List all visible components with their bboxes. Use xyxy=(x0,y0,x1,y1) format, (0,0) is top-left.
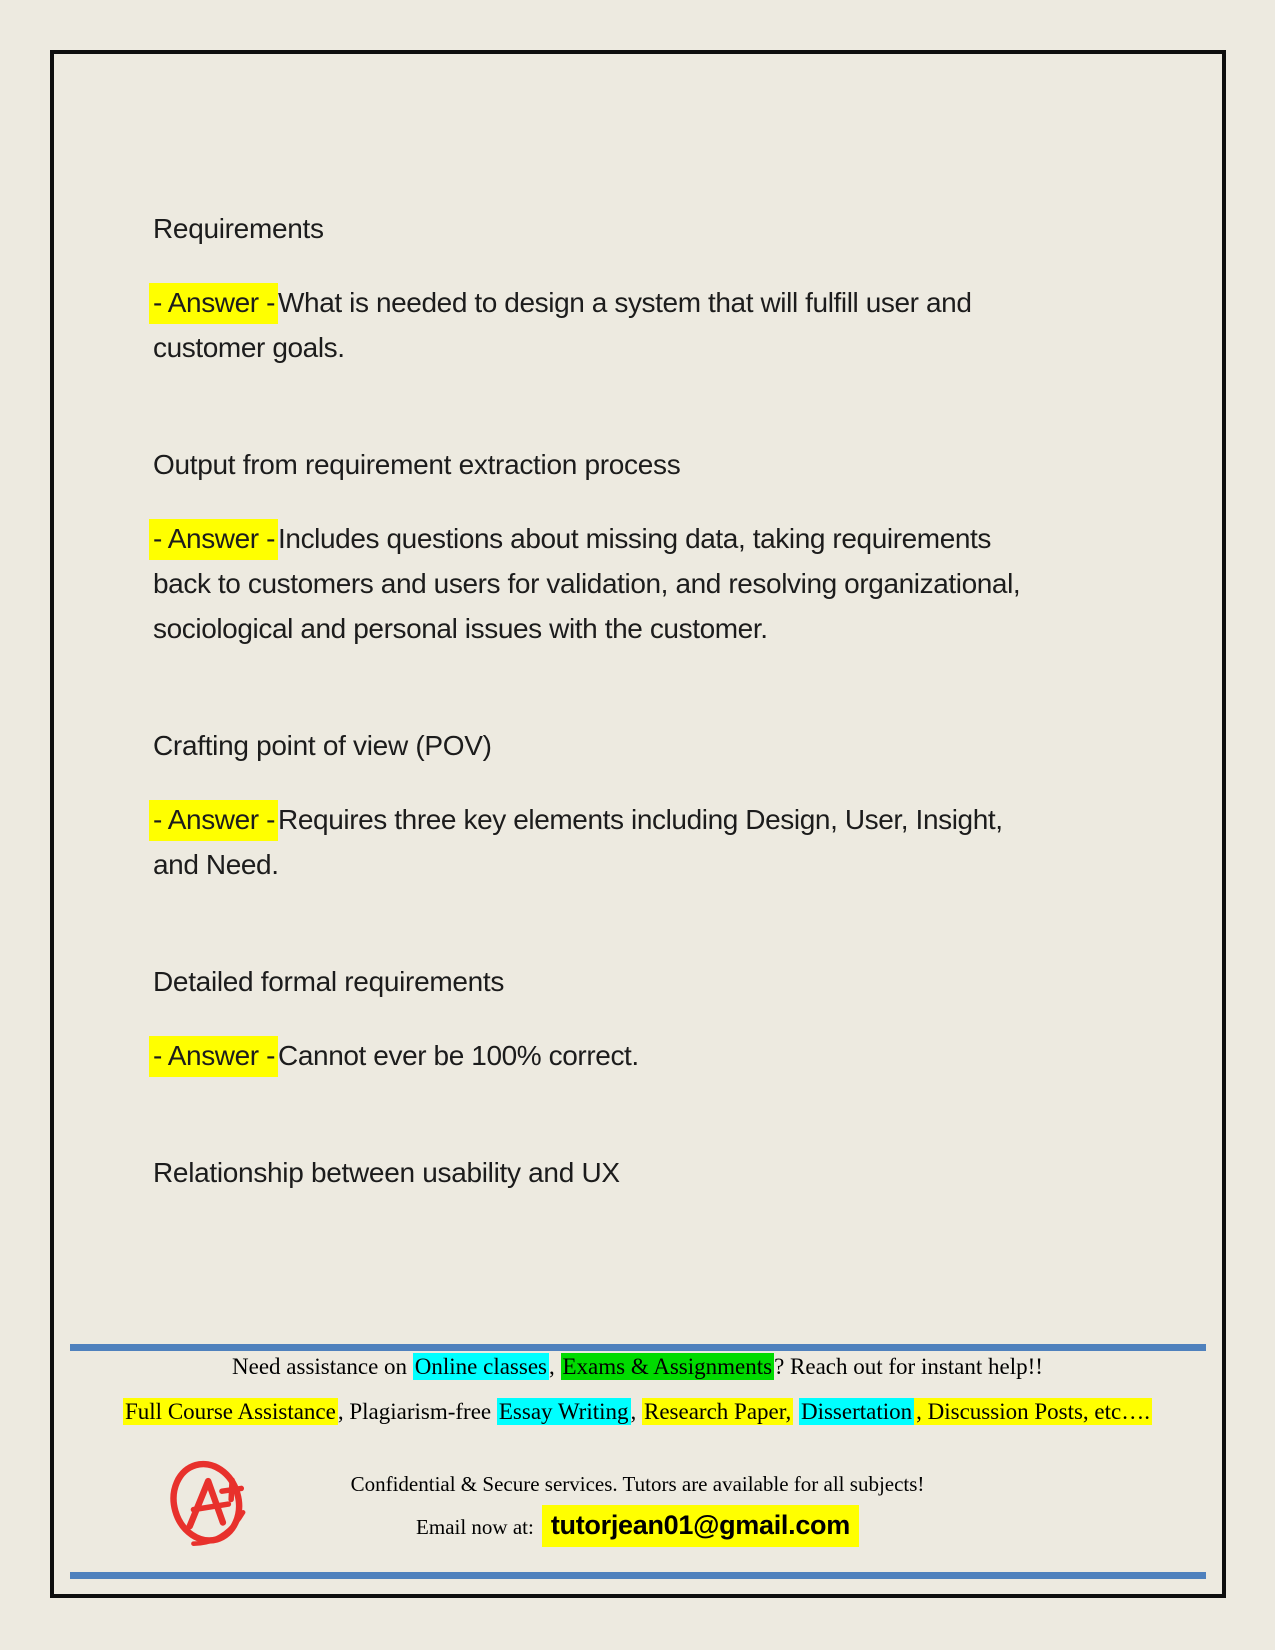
answer-line xyxy=(153,325,1182,370)
qa-answer xyxy=(153,280,1182,370)
answer-line xyxy=(153,842,1182,887)
qa-section xyxy=(153,1158,1182,1188)
footer-segment: Need assistance on xyxy=(232,1354,413,1379)
answer-label-highlight: - Answer - xyxy=(149,519,278,560)
footer-segment-cyan: Dissertation xyxy=(800,1399,913,1424)
answer-line xyxy=(153,561,1182,606)
footer-segment: , xyxy=(630,1399,642,1424)
answer-text: What is needed to design a system that will fulfill user and xyxy=(278,287,972,318)
footer-segment: ? Reach out for instant help!! xyxy=(774,1354,1043,1379)
footer-segment-cyan: Online classes xyxy=(414,1354,547,1379)
email-address: tutorjean01@gmail.com xyxy=(542,1505,859,1547)
qa-section xyxy=(153,450,1182,651)
answer-text: Cannot ever be 100% correct. xyxy=(278,1040,639,1071)
footer-help-line xyxy=(0,1354,1275,1380)
footer-segment-yellow: , Discussion Posts, etc…. xyxy=(916,1399,1150,1424)
answer-label-highlight: - Answer - xyxy=(149,1036,278,1077)
qa-question: Relationship between usability and UX xyxy=(153,1157,620,1188)
answer-line xyxy=(153,1033,1182,1078)
qa-answer xyxy=(153,1033,1182,1078)
footer-segment-yellow: Full Course Assistance xyxy=(125,1399,336,1424)
footer-segment-yellow: Research Paper, xyxy=(644,1399,792,1424)
qa-answer xyxy=(153,516,1182,651)
qa-question: Output from requirement extraction process xyxy=(153,449,681,480)
email-label: Email now at: xyxy=(416,1515,534,1539)
answer-text: customer goals. xyxy=(153,332,345,363)
qa-content xyxy=(54,54,1222,1188)
qa-question: Crafting point of view (POV) xyxy=(153,730,492,761)
footer-bottom-divider xyxy=(70,1572,1206,1579)
answer-line xyxy=(153,797,1182,842)
qa-section xyxy=(153,967,1182,1078)
answer-line xyxy=(153,280,1182,325)
answer-text: Requires three key elements including Design, User, Insight, xyxy=(278,804,1003,835)
answer-text: Includes questions about missing data, taking requirements xyxy=(278,523,992,554)
qa-question: Requirements xyxy=(153,213,324,244)
qa-section xyxy=(153,731,1182,887)
qa-question: Detailed formal requirements xyxy=(153,966,505,997)
qa-answer xyxy=(153,797,1182,887)
footer-segment-green: Exams & Assignments xyxy=(562,1354,773,1379)
answer-text: and Need. xyxy=(153,849,279,880)
footer-email-row xyxy=(0,1510,1275,1541)
footer-tagline: Confidential & Secure services. Tutors are available for all subjects! xyxy=(350,1472,925,1496)
answer-text: sociological and personal issues with the customer. xyxy=(153,613,768,644)
footer-segment: , xyxy=(549,1354,561,1379)
answer-text: back to customers and users for validation, and resolving organizational, xyxy=(153,568,1021,599)
answer-line xyxy=(153,606,1182,651)
answer-line xyxy=(153,516,1182,561)
footer-segment-cyan: Essay Writing xyxy=(498,1399,629,1424)
answer-label-highlight: - Answer - xyxy=(149,800,278,841)
footer-segment: , Plagiarism-free xyxy=(337,1399,497,1424)
footer-top-divider xyxy=(70,1344,1206,1351)
qa-section xyxy=(153,214,1182,370)
footer-services-line xyxy=(0,1399,1275,1425)
answer-label-highlight: - Answer - xyxy=(149,283,278,324)
